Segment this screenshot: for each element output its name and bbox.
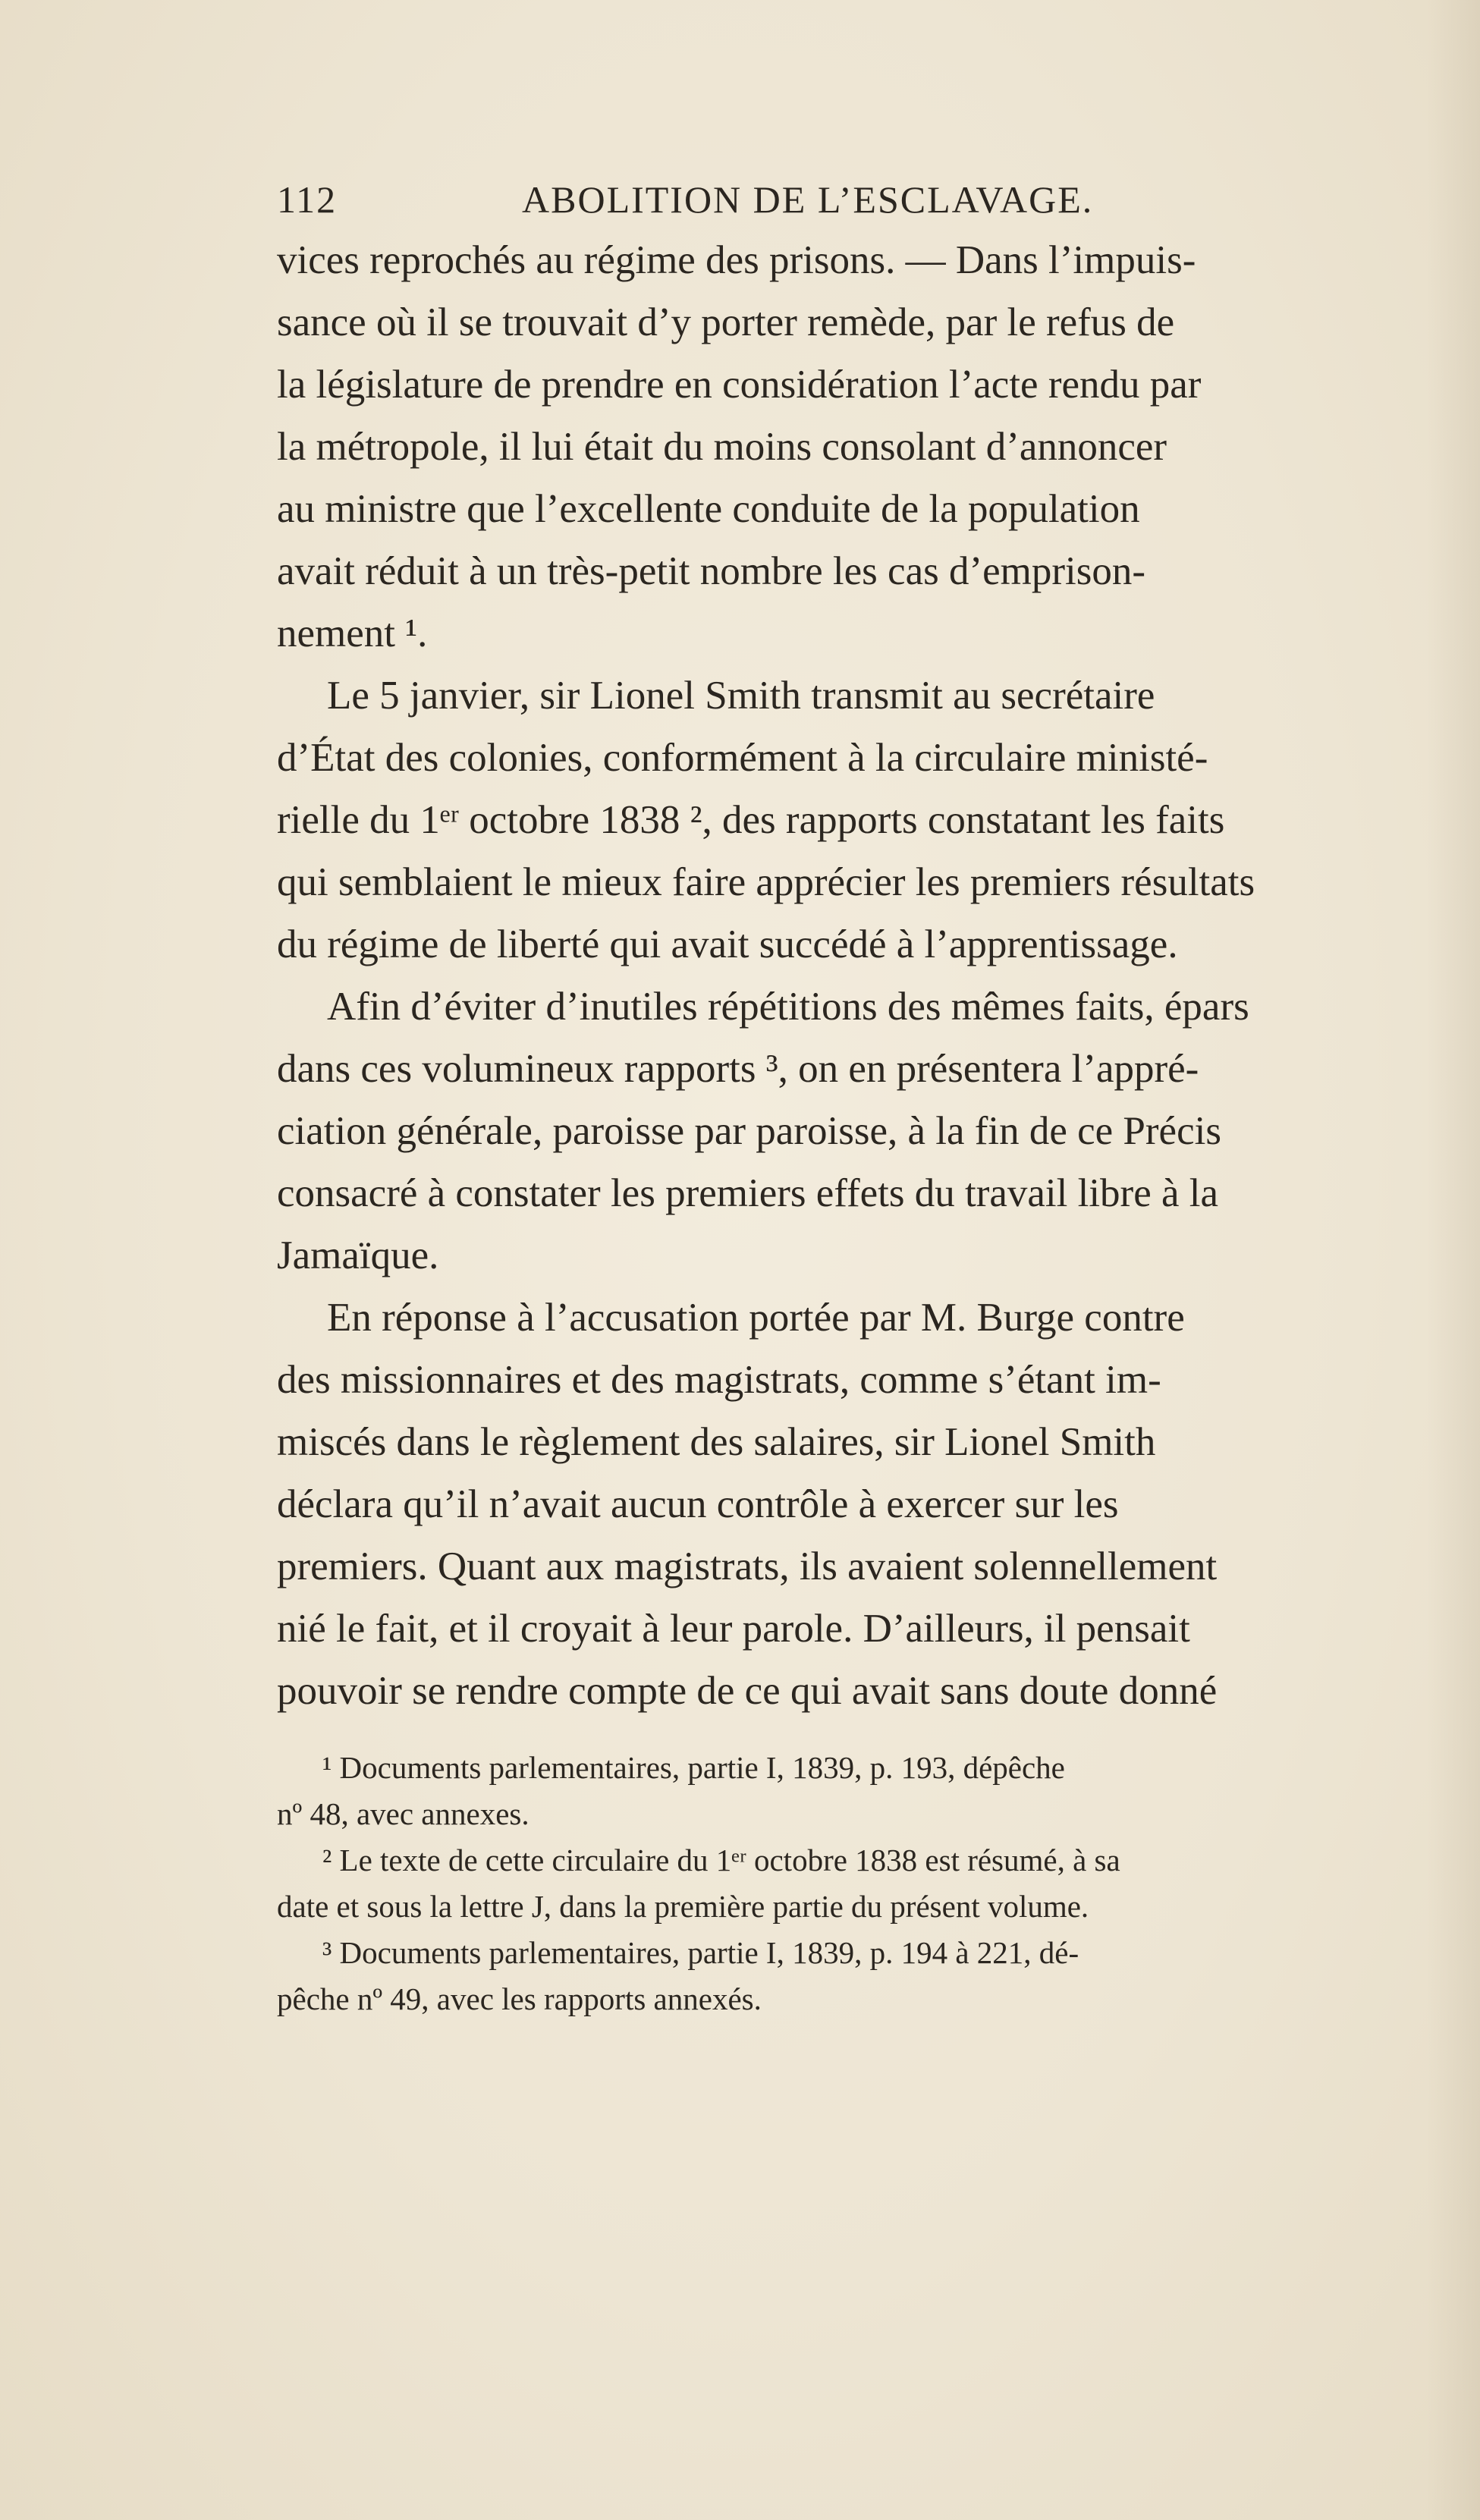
footnote-3: ³ Documents parlementaires, partie I, 1839, p. 194 à 221, dé- [322,1935,1079,1970]
footnote-3-cont: pêche nº 49, avec les rapports annexés. [277,1981,762,2016]
text-line: avait réduit à un très-petit nombre les cas d’emprison- [277,549,1146,593]
footnote-2: ² Le texte de cette circulaire du 1ᵉʳ octobre 1838 est résumé, à sa [322,1843,1120,1877]
text-line: consacré à constater les premiers effets du travail libre à la [277,1171,1218,1215]
text-line: vices reprochés au régime des prisons. — Dans l’impuis- [277,238,1196,282]
page-number: 112 [277,178,338,221]
page-edge-shadow [1426,0,1480,2520]
footnote-1-cont: nº 48, avec annexes. [277,1796,529,1831]
text-line: des missionnaires et des magistrats, comme s’étant im- [277,1358,1161,1402]
paragraph-start-line: En réponse à l’accusation portée par M. Burge contre [327,1296,1185,1340]
text-line: nement ¹. [277,611,428,655]
running-title: ABOLITION DE L’ESCLAVAGE. [522,178,1094,221]
text-line: pouvoir se rendre compte de ce qui avait sans doute donné [277,1669,1218,1713]
text-line: rielle du 1ᵉʳ octobre 1838 ², des rapports constatant les faits [277,798,1225,842]
text-line: nié le fait, et il croyait à leur parole. D’ailleurs, il pensait [277,1607,1190,1651]
text-line: premiers. Quant aux magistrats, ils avaient solennellement [277,1544,1218,1588]
footnote-1: ¹ Documents parlementaires, partie I, 1839, p. 193, dépêche [322,1750,1065,1785]
text-line: ciation générale, paroisse par paroisse, à la fin de ce Précis [277,1109,1221,1153]
text-line: sance où il se trouvait d’y porter remède, par le refus de [277,300,1175,344]
text-line: la métropole, il lui était du moins consolant d’annoncer [277,425,1167,469]
text-line: du régime de liberté qui avait succédé à l’apprentissage. [277,922,1178,966]
text-line: dans ces volumineux rapports ³, on en présentera l’appré- [277,1047,1199,1091]
text-line: la législature de prendre en considération l’acte rendu par [277,363,1202,407]
text-line: d’État des colonies, conformément à la circulaire ministé- [277,736,1208,780]
text-line: qui semblaient le mieux faire apprécier les premiers résultats [277,860,1255,904]
paragraph-start-line: Le 5 janvier, sir Lionel Smith transmit au secrétaire [327,674,1155,718]
text-line: au ministre que l’excellente conduite de la population [277,487,1140,531]
text-line: Jamaïque. [277,1233,439,1277]
paragraph-start-line: Afin d’éviter d’inutiles répétitions des mêmes faits, épars [327,985,1249,1029]
text-line: miscés dans le règlement des salaires, sir Lionel Smith [277,1420,1156,1464]
page-header [277,173,1164,226]
text-line: déclara qu’il n’avait aucun contrôle à exercer sur les [277,1482,1119,1526]
footnote-2-cont: date et sous la lettre J, dans la première partie du présent volume. [277,1889,1089,1924]
